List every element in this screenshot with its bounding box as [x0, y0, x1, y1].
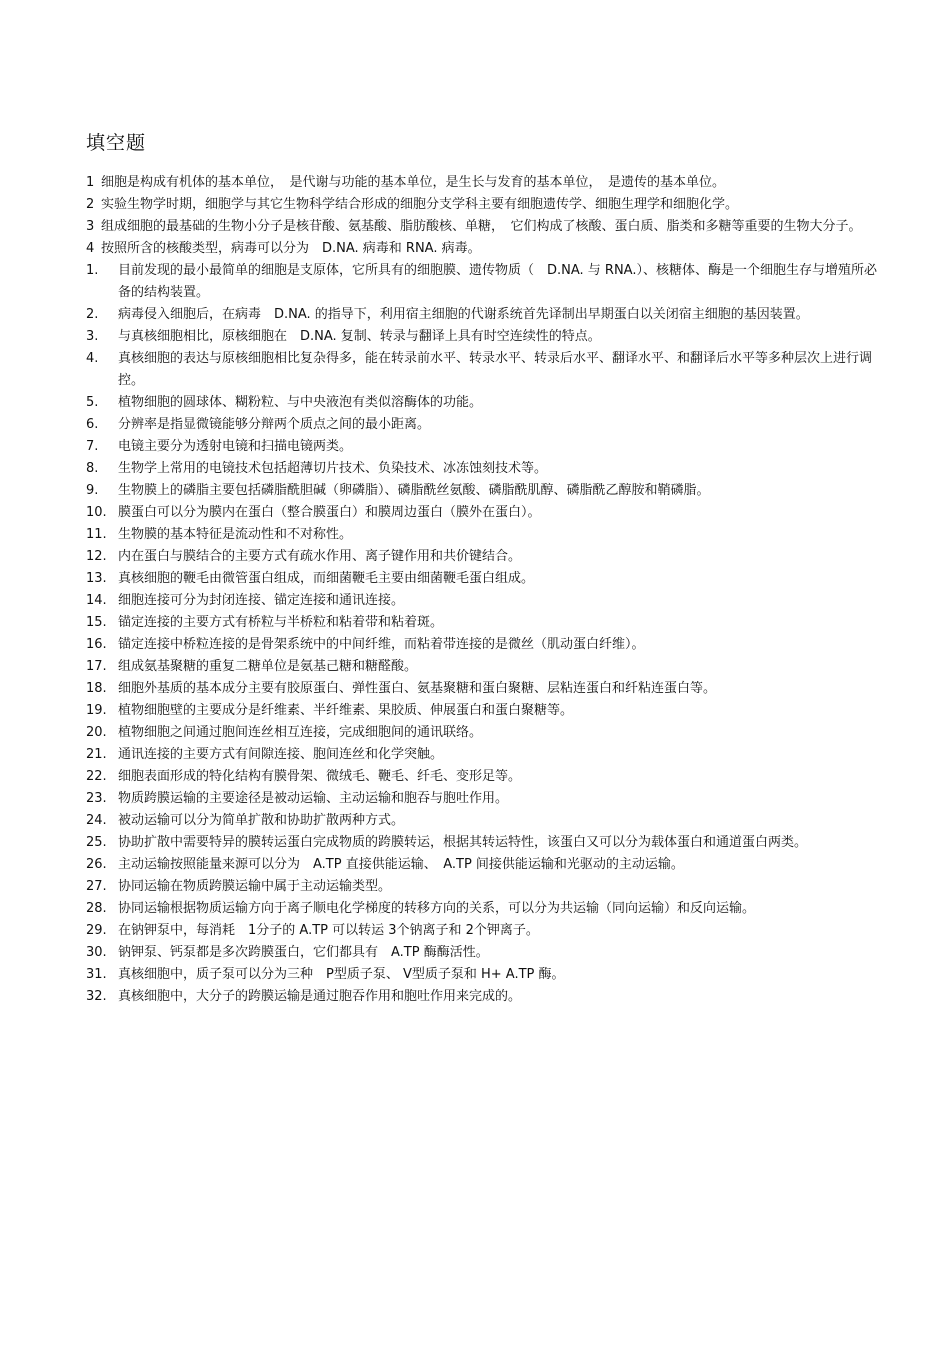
item-text: 被动运输可以分为简单扩散和协助扩散两种方式。 [118, 813, 405, 828]
list-item [86, 348, 881, 392]
item-text: 植物细胞的圆球体、糊粉粒、与中央液泡有类似溶酶体的功能。 [118, 395, 483, 410]
item-text: 真核细胞中，大分子的跨膜运输是通过胞吞作用和胞吐作用来完成的。 [118, 989, 522, 1004]
item-number: 1 [86, 175, 95, 190]
item-number: 26. [86, 857, 107, 872]
list-item [86, 194, 881, 216]
list-item [86, 986, 881, 1008]
list-item [86, 766, 881, 788]
item-text: 通讯连接的主要方式有间隙连接、胞间连丝和化学突触。 [118, 747, 444, 762]
list-item [86, 832, 881, 854]
list-item [86, 172, 881, 194]
list-item [86, 590, 881, 612]
item-number: 15. [86, 615, 107, 630]
item-text: 植物细胞壁的主要成分是纤维素、半纤维素、果胶质、伸展蛋白和蛋白聚糖等。 [118, 703, 574, 718]
list-item [86, 326, 881, 348]
list-item [86, 942, 881, 964]
list-item [86, 810, 881, 832]
list-item [86, 524, 881, 546]
item-number: 30. [86, 945, 107, 960]
list-item [86, 546, 881, 568]
item-number: 7. [86, 439, 99, 454]
item-text: 钠钾泵、钙泵都是多次跨膜蛋白，它们都具有 A.TP 酶酶活性。 [118, 945, 489, 960]
list-item [86, 722, 881, 744]
item-number: 28. [86, 901, 107, 916]
item-number: 3 [86, 219, 95, 234]
item-number: 32. [86, 989, 107, 1004]
item-number: 11. [86, 527, 107, 542]
item-text: 真核细胞的表达与原核细胞相比复杂得多，能在转录前水平、转录水平、转录后水平、翻译水平、和翻译后水平等多种层次上进行调控。 [118, 351, 873, 388]
item-number: 12. [86, 549, 107, 564]
item-number: 27. [86, 879, 107, 894]
item-number: 16. [86, 637, 107, 652]
item-text: 锚定连接中桥粒连接的是骨架系统中的中间纤维，而粘着带连接的是微丝（肌动蛋白纤维）。 [118, 637, 645, 652]
list-item [86, 436, 881, 458]
list-item [86, 502, 881, 524]
item-number: 4 [86, 241, 95, 256]
item-text: 组成细胞的最基础的生物小分子是核苷酸、氨基酸、脂肪酸核、单糖， 它们构成了核酸、蛋白质、脂类和多糖等重要的生物大分子。 [101, 219, 862, 234]
item-number: 6. [86, 417, 99, 432]
item-number: 1. [86, 263, 99, 278]
list-item [86, 678, 881, 700]
list-item [86, 458, 881, 480]
item-number: 25. [86, 835, 107, 850]
page-title: 填空题 [86, 132, 147, 154]
list-item [86, 744, 881, 766]
item-number: 23. [86, 791, 107, 806]
list-item [86, 964, 881, 986]
list-item [86, 392, 881, 414]
list-item [86, 238, 881, 260]
list-item [86, 216, 881, 238]
item-text: 主动运输按照能量来源可以分为 A.TP 直接供能运输、 A.TP 间接供能运输和光驱动的主动运输。 [118, 857, 684, 872]
item-text: 生物膜上的磷脂主要包括磷脂酰胆碱（卵磷脂）、磷脂酰丝氨酸、磷脂酰肌醇、磷脂酰乙醇胺和鞘磷脂。 [118, 483, 710, 498]
item-text: 生物学上常用的电镜技术包括超薄切片技术、负染技术、冰冻蚀刻技术等。 [118, 461, 548, 476]
item-number: 3. [86, 329, 99, 344]
item-text: 真核细胞中，质子泵可以分为三种 P型质子泵、 V型质子泵和 H+ A.TP 酶。 [118, 967, 565, 982]
item-number: 29. [86, 923, 107, 938]
list-item [86, 480, 881, 502]
item-text: 膜蛋白可以分为膜内在蛋白（整合膜蛋白）和膜周边蛋白（膜外在蛋白）。 [118, 505, 541, 520]
item-number: 17. [86, 659, 107, 674]
list-item [86, 414, 881, 436]
item-number: 13. [86, 571, 107, 586]
item-text: 细胞连接可分为封闭连接、锚定连接和通讯连接。 [118, 593, 405, 608]
item-number: 9. [86, 483, 99, 498]
list-item [86, 876, 881, 898]
list-item [86, 920, 881, 942]
question-list [86, 172, 881, 1008]
item-number: 22. [86, 769, 107, 784]
item-number: 18. [86, 681, 107, 696]
item-text: 生物膜的基本特征是流动性和不对称性。 [118, 527, 353, 542]
item-text: 物质跨膜运输的主要途径是被动运输、主动运输和胞吞与胞吐作用。 [118, 791, 509, 806]
item-text: 协同运输在物质跨膜运输中属于主动运输类型。 [118, 879, 392, 894]
item-number: 21. [86, 747, 107, 762]
list-item [86, 700, 881, 722]
item-text: 按照所含的核酸类型，病毒可以分为 D.NA. 病毒和 RNA. 病毒。 [101, 241, 481, 256]
item-number: 2 [86, 197, 95, 212]
list-item [86, 260, 881, 304]
item-text: 细胞表面形成的特化结构有膜骨架、微绒毛、鞭毛、纤毛、变形足等。 [118, 769, 522, 784]
item-text: 目前发现的最小最简单的细胞是支原体，它所具有的细胞膜、遗传物质（ D.NA. 与 RNA.）、核糖体、酶是一个细胞生存与增殖所必备的结构装置。 [118, 263, 877, 300]
item-text: 在钠钾泵中，每消耗 1分子的 A.TP 可以转运 3个钠离子和 2个钾离子。 [118, 923, 539, 938]
item-number: 24. [86, 813, 107, 828]
list-item [86, 568, 881, 590]
item-text: 细胞是构成有机体的基本单位， 是代谢与功能的基本单位，是生长与发育的基本单位， 是遗传的基本单位。 [101, 175, 726, 190]
item-text: 实验生物学时期，细胞学与其它生物科学结合形成的细胞分支学科主要有细胞遗传学、细胞生理学和细胞化学。 [101, 197, 739, 212]
item-text: 锚定连接的主要方式有桥粒与半桥粒和粘着带和粘着斑。 [118, 615, 444, 630]
item-number: 2. [86, 307, 99, 322]
list-item [86, 898, 881, 920]
item-text: 组成氨基聚糖的重复二糖单位是氨基己糖和糖醛酸。 [118, 659, 418, 674]
list-item [86, 634, 881, 656]
list-item [86, 656, 881, 678]
item-text: 与真核细胞相比，原核细胞在 D.NA. 复制、转录与翻译上具有时空连续性的特点。 [118, 329, 601, 344]
item-text: 真核细胞的鞭毛由微管蛋白组成，而细菌鞭毛主要由细菌鞭毛蛋白组成。 [118, 571, 535, 586]
item-text: 内在蛋白与膜结合的主要方式有疏水作用、离子键作用和共价键结合。 [118, 549, 522, 564]
item-number: 4. [86, 351, 99, 366]
item-number: 14. [86, 593, 107, 608]
item-text: 电镜主要分为透射电镜和扫描电镜两类。 [118, 439, 353, 454]
list-item [86, 612, 881, 634]
item-number: 19. [86, 703, 107, 718]
list-item [86, 854, 881, 876]
item-text: 协同运输根据物质运输方向于离子顺电化学梯度的转移方向的关系，可以分为共运输（同向运输）和反向运输。 [118, 901, 756, 916]
item-text: 分辨率是指显微镜能够分辩两个质点之间的最小距离。 [118, 417, 431, 432]
item-text: 植物细胞之间通过胞间连丝相互连接，完成细胞间的通讯联络。 [118, 725, 483, 740]
item-text: 病毒侵入细胞后，在病毒 D.NA. 的指导下，利用宿主细胞的代谢系统首先译制出早期蛋白以关闭宿主细胞的基因装置。 [118, 307, 809, 322]
item-number: 10. [86, 505, 107, 520]
item-text: 协助扩散中需要特异的膜转运蛋白完成物质的跨膜转运，根据其转运特性，该蛋白又可以分为载体蛋白和通道蛋白两类。 [118, 835, 808, 850]
item-text: 细胞外基质的基本成分主要有胶原蛋白、弹性蛋白、氨基聚糖和蛋白聚糖、层粘连蛋白和纤粘连蛋白等。 [118, 681, 717, 696]
item-number: 31. [86, 967, 107, 982]
list-item [86, 788, 881, 810]
list-item [86, 304, 881, 326]
item-number: 20. [86, 725, 107, 740]
item-number: 8. [86, 461, 99, 476]
item-number: 5. [86, 395, 99, 410]
